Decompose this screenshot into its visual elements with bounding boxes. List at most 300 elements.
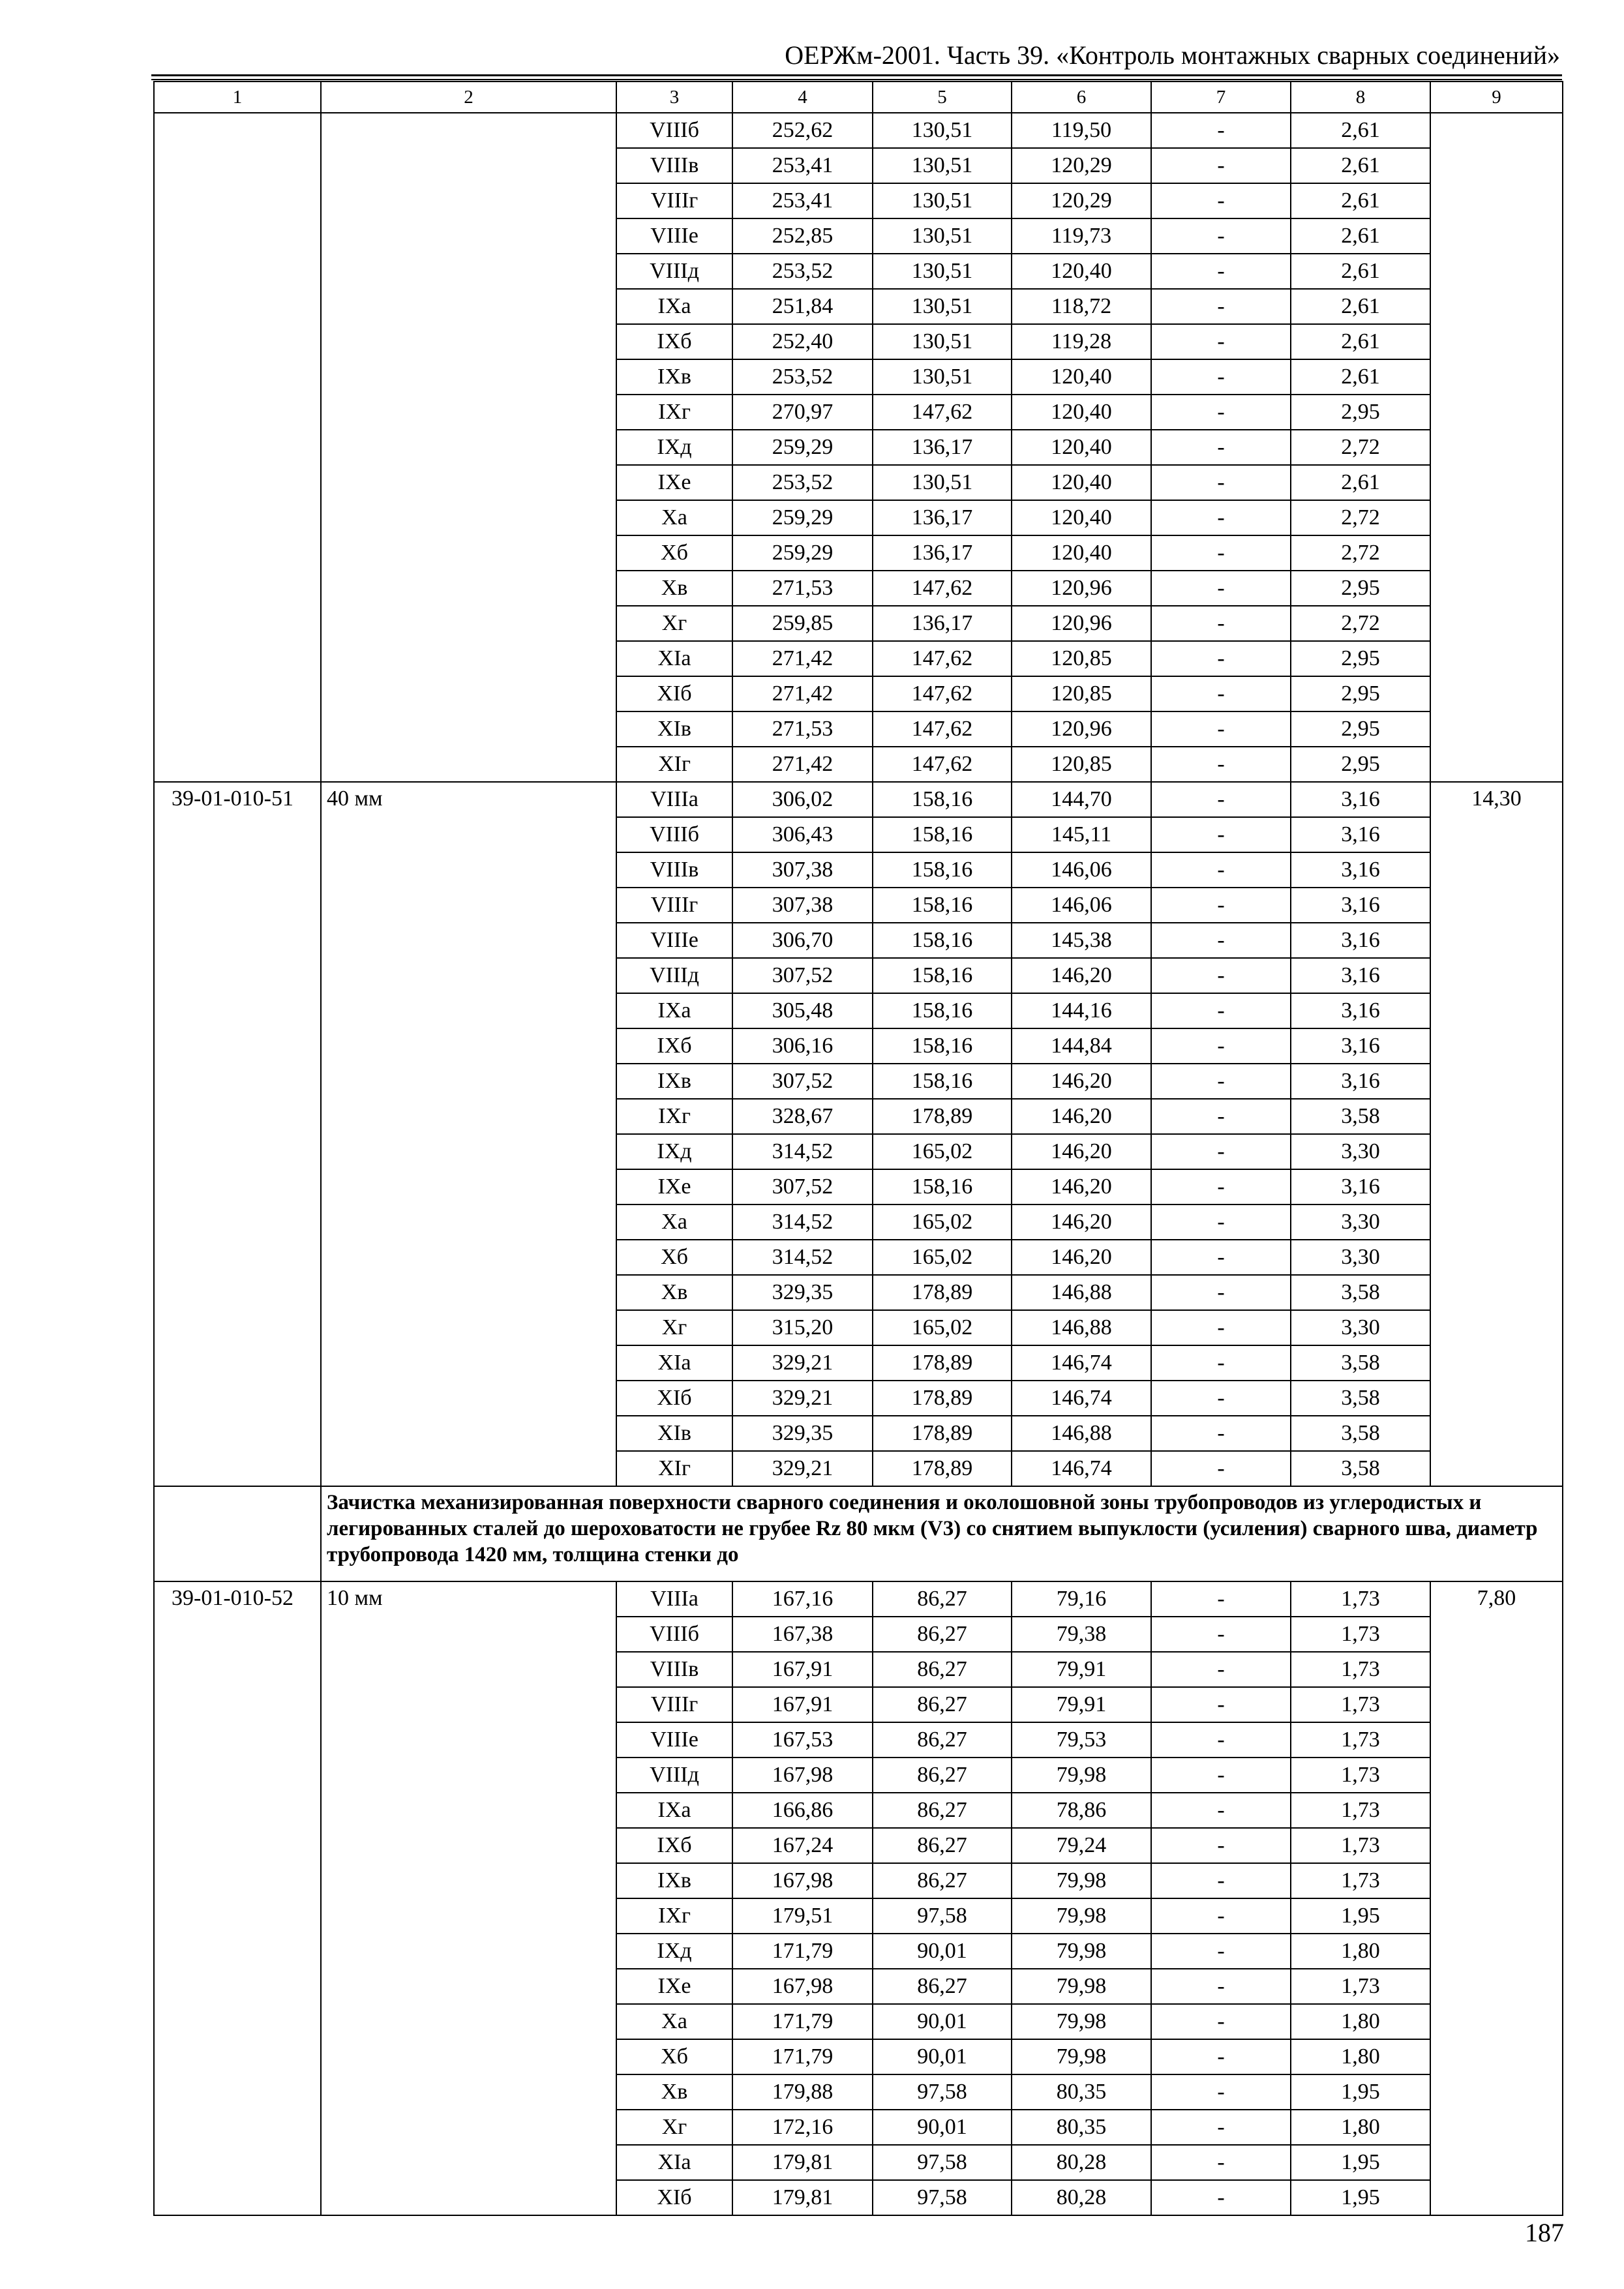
wages: 86,27: [873, 1687, 1012, 1722]
total-cost: 314,52: [732, 1134, 873, 1169]
labor-cost: 3,58: [1291, 1416, 1430, 1451]
category: IXе: [616, 465, 732, 500]
header-rule: [151, 74, 1562, 76]
machine-cost: 79,98: [1012, 1969, 1151, 2004]
total-cost: 307,52: [732, 958, 873, 993]
materials-cost: -: [1151, 1828, 1291, 1863]
column-number: 9: [1430, 82, 1563, 113]
machine-cost: 80,28: [1012, 2145, 1151, 2180]
wages: 86,27: [873, 1722, 1012, 1758]
column-number-row: [154, 82, 1563, 113]
wages: 86,27: [873, 1581, 1012, 1617]
machine-cost: 119,50: [1012, 113, 1151, 148]
category: VIIIг: [616, 183, 732, 218]
category: VIIIе: [616, 218, 732, 254]
category: VIIIд: [616, 1758, 732, 1793]
wages: 136,17: [873, 500, 1012, 535]
labor-hours: [1430, 113, 1563, 782]
machine-cost: 79,98: [1012, 1863, 1151, 1898]
labor-cost: 2,61: [1291, 465, 1430, 500]
labor-cost: 3,58: [1291, 1275, 1430, 1310]
category: VIIIг: [616, 1687, 732, 1722]
wages: 90,01: [873, 2039, 1012, 2074]
category: VIIIб: [616, 1617, 732, 1652]
materials-cost: -: [1151, 1416, 1291, 1451]
labor-cost: 2,61: [1291, 289, 1430, 324]
labor-cost: 2,95: [1291, 395, 1430, 430]
total-cost: 329,35: [732, 1416, 873, 1451]
machine-cost: 120,29: [1012, 148, 1151, 183]
total-cost: 251,84: [732, 289, 873, 324]
machine-cost: 118,72: [1012, 289, 1151, 324]
materials-cost: -: [1151, 2145, 1291, 2180]
labor-cost: 3,58: [1291, 1099, 1430, 1134]
category: VIIIв: [616, 1652, 732, 1687]
wages: 86,27: [873, 1617, 1012, 1652]
machine-cost: 145,11: [1012, 817, 1151, 852]
wages: 158,16: [873, 1028, 1012, 1064]
machine-cost: 146,88: [1012, 1310, 1151, 1345]
materials-cost: -: [1151, 1028, 1291, 1064]
materials-cost: -: [1151, 2074, 1291, 2110]
wages: 130,51: [873, 465, 1012, 500]
wages: 147,62: [873, 641, 1012, 676]
total-cost: 259,85: [732, 606, 873, 641]
column-number: 7: [1151, 82, 1291, 113]
section-code-cell: [154, 1486, 321, 1581]
total-cost: 271,53: [732, 711, 873, 747]
labor-cost: 2,61: [1291, 113, 1430, 148]
wages: 130,51: [873, 183, 1012, 218]
wages: 165,02: [873, 1204, 1012, 1240]
category: IXг: [616, 1099, 732, 1134]
wages: 90,01: [873, 2110, 1012, 2145]
total-cost: 270,97: [732, 395, 873, 430]
wages: 147,62: [873, 711, 1012, 747]
labor-cost: 1,80: [1291, 2110, 1430, 2145]
wall-thickness: 10 мм: [321, 1581, 616, 2215]
materials-cost: -: [1151, 1240, 1291, 1275]
labor-cost: 2,61: [1291, 359, 1430, 395]
total-cost: 306,70: [732, 923, 873, 958]
labor-cost: 1,73: [1291, 1617, 1430, 1652]
header-rule-thin: [151, 79, 1562, 80]
wages: 136,17: [873, 430, 1012, 465]
column-number: 5: [873, 82, 1012, 113]
machine-cost: 145,38: [1012, 923, 1151, 958]
category: VIIIе: [616, 1722, 732, 1758]
machine-cost: 146,88: [1012, 1275, 1151, 1310]
labor-cost: 1,73: [1291, 1863, 1430, 1898]
labor-cost: 2,61: [1291, 254, 1430, 289]
machine-cost: 120,40: [1012, 500, 1151, 535]
machine-cost: 79,98: [1012, 2004, 1151, 2039]
wages: 136,17: [873, 535, 1012, 571]
labor-cost: 1,80: [1291, 1934, 1430, 1969]
machine-cost: 120,40: [1012, 465, 1151, 500]
total-cost: 314,52: [732, 1204, 873, 1240]
materials-cost: -: [1151, 2039, 1291, 2074]
machine-cost: 146,20: [1012, 1240, 1151, 1275]
category: VIIIб: [616, 113, 732, 148]
total-cost: 271,53: [732, 571, 873, 606]
wages: 165,02: [873, 1310, 1012, 1345]
total-cost: 167,38: [732, 1617, 873, 1652]
machine-cost: 120,85: [1012, 641, 1151, 676]
machine-cost: 146,20: [1012, 1099, 1151, 1134]
total-cost: 252,62: [732, 113, 873, 148]
materials-cost: -: [1151, 1381, 1291, 1416]
wages: 130,51: [873, 218, 1012, 254]
labor-cost: 2,72: [1291, 500, 1430, 535]
wages: 158,16: [873, 993, 1012, 1028]
machine-cost: 79,91: [1012, 1652, 1151, 1687]
category: IXв: [616, 359, 732, 395]
category: VIIIв: [616, 148, 732, 183]
materials-cost: -: [1151, 1969, 1291, 2004]
machine-cost: 79,98: [1012, 1898, 1151, 1934]
total-cost: 179,88: [732, 2074, 873, 2110]
labor-cost: 2,95: [1291, 571, 1430, 606]
total-cost: 171,79: [732, 2039, 873, 2074]
item-code: [154, 113, 321, 782]
category: IXа: [616, 993, 732, 1028]
labor-cost: 1,95: [1291, 2145, 1430, 2180]
wages: 86,27: [873, 1652, 1012, 1687]
wages: 136,17: [873, 606, 1012, 641]
table-row: [154, 782, 1563, 817]
column-number: 2: [321, 82, 616, 113]
wages: 130,51: [873, 359, 1012, 395]
total-cost: 253,52: [732, 359, 873, 395]
wages: 97,58: [873, 2074, 1012, 2110]
materials-cost: -: [1151, 1204, 1291, 1240]
category: Xв: [616, 571, 732, 606]
machine-cost: 79,98: [1012, 2039, 1151, 2074]
column-number: 1: [154, 82, 321, 113]
price-table: [153, 81, 1563, 2216]
category: XIа: [616, 1345, 732, 1381]
machine-cost: 146,06: [1012, 888, 1151, 923]
labor-cost: 1,95: [1291, 1898, 1430, 1934]
wages: 97,58: [873, 2145, 1012, 2180]
category: Xг: [616, 606, 732, 641]
total-cost: 253,52: [732, 254, 873, 289]
labor-cost: 3,16: [1291, 782, 1430, 817]
wages: 178,89: [873, 1451, 1012, 1486]
wages: 158,16: [873, 1169, 1012, 1204]
materials-cost: -: [1151, 1275, 1291, 1310]
materials-cost: -: [1151, 430, 1291, 465]
labor-cost: 1,80: [1291, 2004, 1430, 2039]
category: IXв: [616, 1863, 732, 1898]
total-cost: 306,43: [732, 817, 873, 852]
total-cost: 307,38: [732, 888, 873, 923]
total-cost: 307,52: [732, 1064, 873, 1099]
table-body: [154, 82, 1563, 2215]
machine-cost: 79,16: [1012, 1581, 1151, 1617]
category: IXг: [616, 1898, 732, 1934]
total-cost: 179,81: [732, 2180, 873, 2215]
category: Xв: [616, 1275, 732, 1310]
materials-cost: -: [1151, 993, 1291, 1028]
category: XIг: [616, 747, 732, 782]
section-title: Зачистка механизированная поверхности сварного соединения и околошовной зоны трубопроводов из углеродистых и легированных сталей до шероховатости не грубее Rz 80 мкм (V3) со снятием выпуклости (усиления) сварного шва, диаметр трубопровода 1420 мм, толщина стенки до: [321, 1486, 1563, 1581]
labor-hours: 7,80: [1430, 1581, 1563, 2215]
total-cost: 314,52: [732, 1240, 873, 1275]
labor-cost: 1,73: [1291, 1581, 1430, 1617]
total-cost: 305,48: [732, 993, 873, 1028]
machine-cost: 146,06: [1012, 852, 1151, 888]
machine-cost: 144,16: [1012, 993, 1151, 1028]
category: XIг: [616, 1451, 732, 1486]
machine-cost: 119,73: [1012, 218, 1151, 254]
materials-cost: -: [1151, 676, 1291, 711]
wages: 130,51: [873, 148, 1012, 183]
labor-cost: 3,16: [1291, 958, 1430, 993]
machine-cost: 120,40: [1012, 430, 1151, 465]
section-heading-row: [154, 1486, 1563, 1581]
wages: 86,27: [873, 1793, 1012, 1828]
category: XIа: [616, 641, 732, 676]
wages: 86,27: [873, 1828, 1012, 1863]
materials-cost: -: [1151, 113, 1291, 148]
machine-cost: 120,40: [1012, 254, 1151, 289]
total-cost: 167,24: [732, 1828, 873, 1863]
total-cost: 167,53: [732, 1722, 873, 1758]
materials-cost: -: [1151, 641, 1291, 676]
materials-cost: -: [1151, 1064, 1291, 1099]
labor-cost: 3,16: [1291, 817, 1430, 852]
materials-cost: -: [1151, 1345, 1291, 1381]
labor-cost: 2,72: [1291, 430, 1430, 465]
page-number: 187: [1525, 2218, 1564, 2247]
labor-cost: 3,16: [1291, 923, 1430, 958]
category: Xг: [616, 1310, 732, 1345]
machine-cost: 120,40: [1012, 359, 1151, 395]
wages: 178,89: [873, 1275, 1012, 1310]
materials-cost: -: [1151, 817, 1291, 852]
column-number: 4: [732, 82, 873, 113]
total-cost: 259,29: [732, 535, 873, 571]
wages: 147,62: [873, 571, 1012, 606]
labor-cost: 3,16: [1291, 1169, 1430, 1204]
wall-thickness: [321, 113, 616, 782]
total-cost: 179,81: [732, 2145, 873, 2180]
total-cost: 306,02: [732, 782, 873, 817]
machine-cost: 78,86: [1012, 1793, 1151, 1828]
materials-cost: -: [1151, 711, 1291, 747]
wages: 158,16: [873, 1064, 1012, 1099]
labor-cost: 3,16: [1291, 993, 1430, 1028]
materials-cost: -: [1151, 852, 1291, 888]
total-cost: 166,86: [732, 1793, 873, 1828]
materials-cost: -: [1151, 254, 1291, 289]
machine-cost: 144,84: [1012, 1028, 1151, 1064]
wages: 178,89: [873, 1381, 1012, 1416]
wages: 90,01: [873, 2004, 1012, 2039]
total-cost: 259,29: [732, 430, 873, 465]
machine-cost: 79,98: [1012, 1934, 1151, 1969]
table-row: [154, 113, 1563, 148]
wages: 97,58: [873, 1898, 1012, 1934]
category: Xг: [616, 2110, 732, 2145]
total-cost: 167,16: [732, 1581, 873, 1617]
total-cost: 329,35: [732, 1275, 873, 1310]
wages: 86,27: [873, 1863, 1012, 1898]
machine-cost: 80,28: [1012, 2180, 1151, 2215]
wages: 158,16: [873, 888, 1012, 923]
category: Xб: [616, 1240, 732, 1275]
category: Xа: [616, 500, 732, 535]
materials-cost: -: [1151, 2180, 1291, 2215]
total-cost: 167,98: [732, 1758, 873, 1793]
machine-cost: 146,20: [1012, 1169, 1151, 1204]
materials-cost: -: [1151, 395, 1291, 430]
materials-cost: -: [1151, 183, 1291, 218]
total-cost: 179,51: [732, 1898, 873, 1934]
total-cost: 329,21: [732, 1345, 873, 1381]
machine-cost: 120,40: [1012, 535, 1151, 571]
labor-cost: 1,73: [1291, 1969, 1430, 2004]
total-cost: 167,91: [732, 1687, 873, 1722]
machine-cost: 120,40: [1012, 395, 1151, 430]
category: Xб: [616, 2039, 732, 2074]
labor-cost: 3,30: [1291, 1310, 1430, 1345]
labor-cost: 3,58: [1291, 1451, 1430, 1486]
machine-cost: 79,38: [1012, 1617, 1151, 1652]
machine-cost: 144,70: [1012, 782, 1151, 817]
wages: 165,02: [873, 1134, 1012, 1169]
category: XIа: [616, 2145, 732, 2180]
materials-cost: -: [1151, 1722, 1291, 1758]
category: IXа: [616, 1793, 732, 1828]
labor-cost: 1,73: [1291, 1722, 1430, 1758]
labor-cost: 3,30: [1291, 1240, 1430, 1275]
materials-cost: -: [1151, 465, 1291, 500]
table-row: [154, 1581, 1563, 1617]
materials-cost: -: [1151, 2004, 1291, 2039]
labor-cost: 3,30: [1291, 1204, 1430, 1240]
total-cost: 167,98: [732, 1969, 873, 2004]
labor-cost: 3,30: [1291, 1134, 1430, 1169]
wages: 158,16: [873, 782, 1012, 817]
wages: 158,16: [873, 923, 1012, 958]
machine-cost: 146,74: [1012, 1345, 1151, 1381]
materials-cost: -: [1151, 148, 1291, 183]
materials-cost: -: [1151, 1898, 1291, 1934]
materials-cost: -: [1151, 1687, 1291, 1722]
total-cost: 328,67: [732, 1099, 873, 1134]
materials-cost: -: [1151, 1451, 1291, 1486]
materials-cost: -: [1151, 747, 1291, 782]
category: XIб: [616, 2180, 732, 2215]
materials-cost: -: [1151, 1134, 1291, 1169]
wages: 165,02: [873, 1240, 1012, 1275]
machine-cost: 79,91: [1012, 1687, 1151, 1722]
labor-cost: 1,80: [1291, 2039, 1430, 2074]
category: IXб: [616, 1028, 732, 1064]
total-cost: 307,38: [732, 852, 873, 888]
labor-cost: 2,72: [1291, 606, 1430, 641]
materials-cost: -: [1151, 1581, 1291, 1617]
total-cost: 307,52: [732, 1169, 873, 1204]
materials-cost: -: [1151, 2110, 1291, 2145]
running-header: ОЕРЖм-2001. Часть 39. «Контроль монтажных сварных соединений»: [785, 40, 1560, 70]
total-cost: 252,85: [732, 218, 873, 254]
materials-cost: -: [1151, 571, 1291, 606]
category: Xб: [616, 535, 732, 571]
category: VIIIб: [616, 817, 732, 852]
labor-cost: 3,58: [1291, 1381, 1430, 1416]
labor-cost: 1,73: [1291, 1652, 1430, 1687]
machine-cost: 119,28: [1012, 324, 1151, 359]
wages: 97,58: [873, 2180, 1012, 2215]
machine-cost: 146,74: [1012, 1381, 1151, 1416]
labor-cost: 2,95: [1291, 676, 1430, 711]
wages: 158,16: [873, 852, 1012, 888]
wages: 86,27: [873, 1758, 1012, 1793]
wages: 178,89: [873, 1416, 1012, 1451]
labor-hours: 14,30: [1430, 782, 1563, 1486]
category: IXе: [616, 1969, 732, 2004]
total-cost: 171,79: [732, 2004, 873, 2039]
total-cost: 315,20: [732, 1310, 873, 1345]
column-number: 8: [1291, 82, 1430, 113]
category: XIв: [616, 1416, 732, 1451]
labor-cost: 3,16: [1291, 888, 1430, 923]
labor-cost: 1,73: [1291, 1758, 1430, 1793]
total-cost: 167,91: [732, 1652, 873, 1687]
machine-cost: 146,20: [1012, 1134, 1151, 1169]
total-cost: 171,79: [732, 1934, 873, 1969]
total-cost: 271,42: [732, 747, 873, 782]
total-cost: 271,42: [732, 676, 873, 711]
category: Xв: [616, 2074, 732, 2110]
labor-cost: 3,16: [1291, 1064, 1430, 1099]
wages: 130,51: [873, 289, 1012, 324]
wall-thickness: 40 мм: [321, 782, 616, 1486]
materials-cost: -: [1151, 218, 1291, 254]
labor-cost: 2,61: [1291, 183, 1430, 218]
total-cost: 329,21: [732, 1381, 873, 1416]
wages: 158,16: [873, 958, 1012, 993]
materials-cost: -: [1151, 958, 1291, 993]
category: XIв: [616, 711, 732, 747]
machine-cost: 80,35: [1012, 2110, 1151, 2145]
machine-cost: 146,20: [1012, 1204, 1151, 1240]
item-code: 39-01-010-51: [154, 782, 321, 1486]
total-cost: 167,98: [732, 1863, 873, 1898]
total-cost: 253,52: [732, 465, 873, 500]
wages: 90,01: [873, 1934, 1012, 1969]
wages: 147,62: [873, 747, 1012, 782]
wages: 178,89: [873, 1345, 1012, 1381]
category: IXг: [616, 395, 732, 430]
wages: 158,16: [873, 817, 1012, 852]
machine-cost: 79,53: [1012, 1722, 1151, 1758]
category: IXд: [616, 1134, 732, 1169]
wages: 147,62: [873, 676, 1012, 711]
labor-cost: 1,73: [1291, 1828, 1430, 1863]
labor-cost: 3,16: [1291, 1028, 1430, 1064]
category: IXа: [616, 289, 732, 324]
materials-cost: -: [1151, 923, 1291, 958]
category: IXе: [616, 1169, 732, 1204]
materials-cost: -: [1151, 1652, 1291, 1687]
machine-cost: 120,96: [1012, 571, 1151, 606]
labor-cost: 1,73: [1291, 1793, 1430, 1828]
